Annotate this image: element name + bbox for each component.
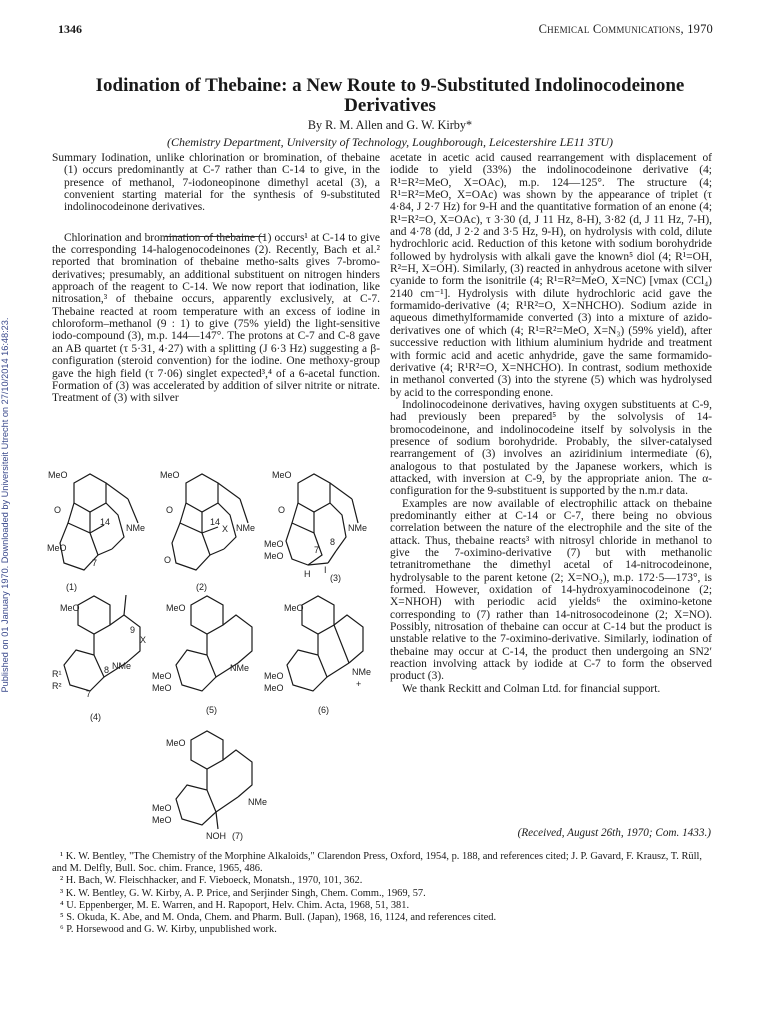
structure-5 bbox=[176, 596, 252, 691]
structure-3-hydrogen: H bbox=[304, 569, 311, 579]
structure-3-locant-7: 7 bbox=[314, 545, 320, 555]
footnotes bbox=[52, 851, 716, 936]
structure-2-x: X bbox=[222, 524, 229, 534]
footnote: ¹ K. W. Bentley, "The Chemistry of the Morphine Alkaloids," Clarendon Press, Oxford, 1954, p. 188, and references cited; J. P. Gavard, F. Krausz, T. Rüll, and M. Delfly, Bull. Soc. chim. France, 1965, 486. bbox=[52, 851, 702, 875]
structure-7 bbox=[176, 731, 252, 829]
article-title bbox=[80, 76, 700, 116]
structure-1-locant-7: 7 bbox=[92, 558, 98, 568]
structure-4-label: (4) bbox=[90, 712, 101, 722]
structure-4-locant-9: 9 bbox=[130, 625, 136, 635]
structure-5-meo-acetal-2: MeO bbox=[152, 683, 172, 693]
structure-6-plus: + bbox=[356, 679, 362, 689]
body-paragraph: Chlorination and bromination of thebaine (1) occurs¹ at C-14 to give the corresponding 14-halogenocodeinones (2). Recently, Bach et al.² reported that bromination of thebaine metho-salts gives 7-bromo-derivatives; presumably, an additional substituent on nitrogen hinders approach of the reagent to C-14. We now report that iodination, like nitrosation,³ of thebaine occurs, apparently exclusively, at C-7. Thebaine reacted at room temperature with an excess of iodine in chloroform–methanol (9 : 1) to give (75% yield) the light-sensitive iodo-compound (3), m.p. 144—147°. The protons at C-7 and C-8 gave an AB quartet (τ 5·31, 4·27) with a splitting (J 6·3 Hz) suggesting a β-configuration (steroid convention) for the iodine. One methoxy-group gave the high field (τ 7·06) singlet expected³,⁴ of a 6-acetal function. Formation of (3) was accelerated by addition of silver nitrite or nitrate. Treatment of (3) with silver bbox=[52, 231, 380, 405]
structure-4-locant-7: 7 bbox=[86, 689, 92, 699]
body-paragraph: acetate in acetic acid caused rearrangement with displacement of iodide to yield (33%) the indolinocodeinone derivative (4; R¹=R²=MeO, X=OAc), m.p. 124—125°. The structure (4; R¹=R²=MeO, X=OAc) was shown by the appearance of triplet (τ 4·84, J 2·7 Hz) for 9-H and the quantitative formation of an enone (4; R¹=R²=O, X=OAc), τ 3·30 (d, J 11 Hz, 8-H), 3·82 (d, J 11 Hz, 7-H), and 4·78 (dd, J 2·2 and 3·5 Hz, 9-H), on hydrolysis with cold, dilute hydrochloric acid. Reduction of this ketone with sodium borohydride followed by hydrolysis with alkali gave the known⁵ diol (4; R¹=OH, R²=H, X=OH). Similarly, (3) reacted in anhydrous acetone with silver cyanide to form the isonitrile (4; R¹=R²=MeO, X=NC) [νmax (CCl₄) 2140 cm⁻¹]. Hydrolysis with dilute hydrochloric acid gave the formamido-derivative (4; R¹R²=O, X=NHCHO). Sodium azide in aqueous dimethylformamide converted (3) into a mixture of azido-derivatives one of which (4; R¹=R²=MeO, X=N₃) (59% yield), after successive reduction with lithium aluminium hydride and treatment with formic acid and acetic anhydride, gave the same formamido-derivative (4; R¹R²=O, X=NHCHO). In contrast, sodium methoxide in methanol converted (3) into the styrene (5) which was hydrolysed by acid to the corresponding enone. bbox=[390, 152, 712, 399]
structure-7-meo: MeO bbox=[166, 738, 186, 748]
structure-2-label: (2) bbox=[196, 582, 207, 592]
structure-1-nme: NMe bbox=[126, 523, 146, 533]
structure-1-o: O bbox=[54, 505, 62, 515]
structure-4-meo: MeO bbox=[60, 603, 80, 613]
structure-3-o: O bbox=[278, 505, 286, 515]
footnote: ³ K. W. Bentley, G. W. Kirby, A. P. Price, and Serjinder Singh, Chem. Comm., 1969, 57. bbox=[60, 887, 426, 899]
structure-6-meo-acetal: MeO bbox=[264, 671, 284, 681]
structure-7-label: (7) bbox=[232, 831, 243, 841]
structure-2-o: O bbox=[166, 505, 174, 515]
structure-3-label: (3) bbox=[330, 573, 341, 583]
title-line-2: Derivatives bbox=[344, 95, 436, 116]
received-date: (Received, August 26th, 1970; Com. 1433.) bbox=[517, 827, 711, 839]
structure-1-label: (1) bbox=[66, 582, 77, 592]
structure-2-meo: MeO bbox=[160, 470, 180, 480]
body-paragraph: Indolinocodeinone derivatives, having oxygen substituents at C-9, had previously been prepared⁵ by the solvolysis of 14-bromocodeinone, and indolinocodeine itself by solvolysis in the presence of sodium borohydride. Probably, the silver-catalysed rearrangement of (3) involves an aziridinium intermediate (6), analogous to that postulated by the Japanese workers, which is attacked, with inversion at C-9, by the appropriate anion. The α-configuration for the 9-substituent is supported by the n.m.r data. bbox=[390, 398, 712, 498]
structure-7-meo-acetal: MeO bbox=[152, 803, 172, 813]
structure-3-meo-acetal: MeO bbox=[264, 539, 284, 549]
footnote: ⁵ S. Okuda, K. Abe, and M. Onda, Chem. and Pharm. Bull. (Japan), 1968, 16, 1124, and references cited. bbox=[60, 912, 497, 924]
structure-2-ketone-o: O bbox=[164, 555, 172, 565]
structure-4-nme: NMe bbox=[112, 661, 132, 671]
structure-7-noh: NOH bbox=[206, 831, 226, 841]
running-head: Chemical Communications, 1970 bbox=[538, 22, 713, 36]
structure-5-label: (5) bbox=[206, 705, 217, 715]
structure-5-meo: MeO bbox=[166, 603, 186, 613]
right-column bbox=[390, 152, 712, 695]
structure-7-meo-acetal-2: MeO bbox=[152, 815, 172, 825]
body-paragraph: Examples are now available of electrophilic attack on thebaine predominantly either at C-14 or C-7, there being no obvious correlation between the nature of the electrophile and the site of the attack. Thus, thebaine reacts³ with nitrosyl chloride in methanol to give the 7-oximino-derivative (7) but with methanolic tetranitromethane the dimethyl acetal of 14-nitrocodeinone, hydrolysable to the parent ketone (2; X=NO₂), m.p. 172·5—173°, is formed. However, oxidation of 14-hydroxyaminocodeinone (2; X=NHOH) with periodic acid yields⁶ the oximino-ketone corresponding to (7) rather than 14-nitrosocodeinone (2; X=NO). Possibly, nitrosation of thebaine can occur at C-14 but the product is unstable relative to the 7-oximino-derivative. Similarly, iodination of thebaine may occur at C-14, the product then undergoing an SN2′ reaction involving attack by iodide at C-7 to form the observed product (3). bbox=[390, 497, 712, 683]
affiliation: (Chemistry Department, University of Technology, Loughborough, Leicestershire LE11 3TU) bbox=[166, 135, 614, 149]
structure-1-meo: MeO bbox=[48, 470, 68, 480]
structure-7-nme: NMe bbox=[248, 797, 268, 807]
download-stamp bbox=[0, 0, 16, 1011]
download-stamp-text: Published on 01 January 1970. Downloaded by Universiteit Utrecht on 27/10/2014 16:48:23. bbox=[0, 317, 10, 693]
structure-2-locant-14: 14 bbox=[210, 517, 221, 527]
structure-3-meo-acetal-2: MeO bbox=[264, 551, 284, 561]
structure-4-locant-8: 8 bbox=[104, 665, 110, 675]
page-number: 1346 bbox=[58, 22, 82, 36]
structure-4-r1: R¹ bbox=[52, 669, 62, 679]
structure-1-meo-2: MeO bbox=[47, 543, 67, 553]
structure-6-meo: MeO bbox=[284, 603, 304, 613]
structure-2-nme: NMe bbox=[236, 523, 256, 533]
structure-6-label: (6) bbox=[318, 705, 329, 715]
structure-3 bbox=[286, 474, 358, 565]
acknowledgement: We thank Reckitt and Colman Ltd. for financial support. bbox=[402, 682, 661, 695]
structure-6-nme: NMe bbox=[352, 667, 372, 677]
structure-1 bbox=[60, 474, 138, 570]
summary-paragraph: Summary Iodination, unlike chlorination or bromination, of thebaine (1) occurs predominantly at C-7 rather than C-14 to give, in the presence of methanol, 7-iodoneopinone dimethyl acetal (3), a convenient starting material for the synthesis of 9-substituted indolinocodeinone derivatives. bbox=[52, 152, 380, 214]
structure-3-meo: MeO bbox=[272, 470, 292, 480]
structure-6-meo-acetal-2: MeO bbox=[264, 683, 284, 693]
structure-3-iodine: I bbox=[324, 565, 327, 575]
authors: By R. M. Allen and G. W. Kirby* bbox=[307, 118, 473, 132]
structure-figures bbox=[46, 465, 386, 845]
structure-3-nme: NMe bbox=[348, 523, 368, 533]
title-line-1: Iodination of Thebaine: a New Route to 9-Substituted Indolinocodeinone bbox=[95, 75, 685, 96]
left-column bbox=[52, 152, 380, 405]
structure-5-nme: NMe bbox=[230, 663, 250, 673]
structure-4-r2: R² bbox=[52, 681, 62, 691]
structure-4-x: X bbox=[140, 635, 147, 645]
footnote: ² H. Bach, W. Fleischhacker, and F. Vieboeck, Monatsh., 1970, 101, 362. bbox=[60, 875, 363, 887]
footnote: ⁶ P. Horsewood and G. W. Kirby, unpublished work. bbox=[60, 924, 277, 936]
footnote: ⁴ U. Eppenberger, M. E. Warren, and H. Rapoport, Helv. Chim. Acta, 1968, 51, 381. bbox=[60, 899, 410, 911]
structure-5-meo-acetal: MeO bbox=[152, 671, 172, 681]
structure-3-locant-8: 8 bbox=[330, 537, 336, 547]
section-divider bbox=[165, 236, 265, 237]
structure-1-locant-14: 14 bbox=[100, 517, 111, 527]
